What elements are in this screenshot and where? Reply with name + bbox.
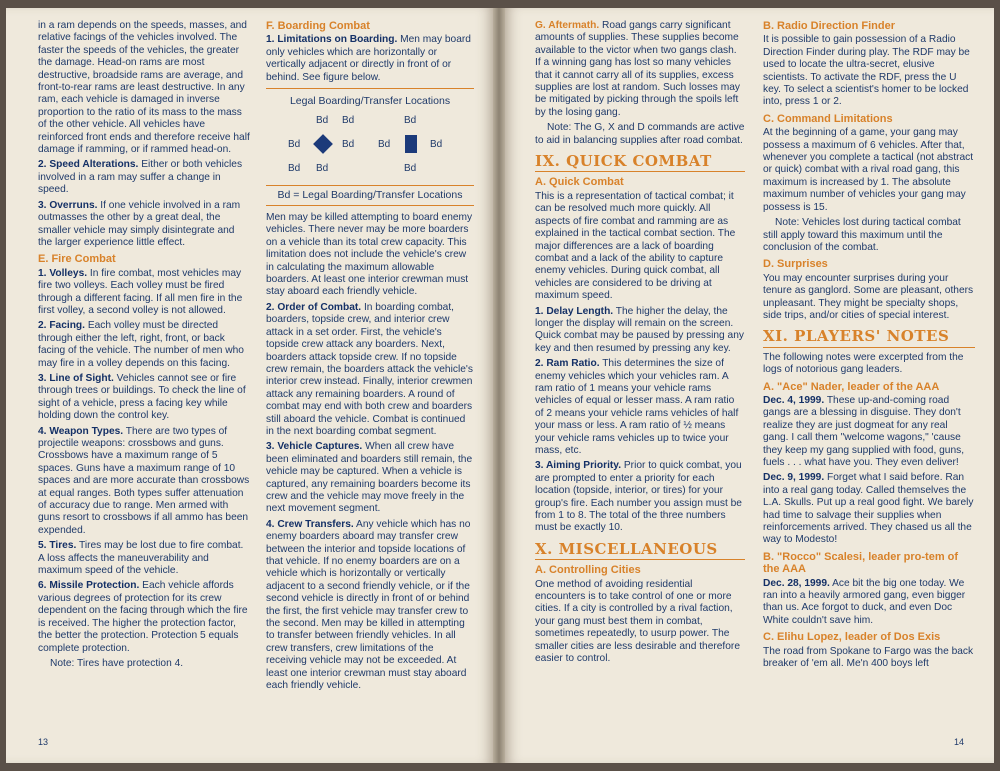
bd-label: Bd: [378, 139, 391, 151]
crew-transfers: 4. Crew Transfers. Any vehicle which has no enemy boarders aboard may transfer crew between the interior and topside locations of that vehicle. If no enemy boarders are on a vehicle which is horizontally or vertically adjacent to a second friendly vehicle, or if the second vehicle is directly in front of or behind the first, the first vehicle may transfer crew to the second. Men may be killed in attempting to transfer between friendly vehicles. In all crew transfers, crew limitations of the receiving vehicle may not be exceeded. At least one interior crewman must stay aboard each friendly vehicle.: [266, 518, 471, 692]
delay-length: 1. Delay Length. The higher the delay, the longer the display will remain on the screen. Quick combat may be paused by pressing any key and then resumed by pressing any key.: [535, 305, 744, 354]
bd-label: Bd: [342, 115, 355, 127]
weapon-types: 4. Weapon Types. There are two types of projectile weapons: crossbows and guns. Crossbows have a maximum range of 5 spaces. Guns have a maximum range of 10 spaces and are more accurate than crossbows at equal ranges. Both types suffer attenuation of accuracy due to range. Men armed with guns resort to crossbows if all ammo has been expended.: [38, 425, 250, 536]
volleys: 1. Volleys. In fire combat, most vehicles may fire two volleys. Each volley must be fired through a different facing. If all men fire in the first volley, a second volley is not allowed.: [38, 267, 243, 316]
figure-legend: Bd = Legal Boarding/Transfer Locations: [266, 185, 474, 201]
command-limitations-heading: C. Command Limitations: [763, 112, 893, 125]
aftermath: G. Aftermath. Road gangs carry significant amounts of supplies. These supplies become available to the victor when two gangs clash. If a winning gang has lost so many vehicles that it cannot carry all of its supplies, excess supplies are lost at random. Such losses may be mitigated by picking through the spoils left by the losing gang.: [535, 20, 740, 118]
limitations-on-boarding: 1. Limitations on Boarding. Men may board only vehicles which are horizontally or vertically adjacent or directly in front of or behind. See figure below.: [266, 34, 471, 83]
book-gutter: [493, 8, 505, 763]
right-page: [505, 8, 994, 763]
rdf-heading: B. Radio Direction Finder: [763, 20, 896, 32]
overruns: 3. Overruns. If one vehicle involved in a ram outmasses the other by a great deal, the smaller vehicle may simply disintegrate and the larger experience little effect.: [38, 199, 241, 248]
command-limitations-text: At the beginning of a game, your gang may possess a maximum of 6 vehicles. After that, whenever you complete a tactical (not abstract or quick) combat with a rival road gang, this maximum is increased by 1. The absolute maximum number of vehicles your gang may possess is 15.: [763, 127, 974, 213]
line-of-sight: 3. Line of Sight. Vehicles cannot see or fire through trees or buildings. To check the line of sight of a vehicle, press a facing key while holding down the control key.: [38, 372, 246, 422]
quick-combat-subheading: A. Quick Combat: [535, 176, 624, 189]
vehicle-captures: 3. Vehicle Captures. When all crew have been eliminated and boarders still remain, the vehicle may be captured. When a vehicle is captured, any remaining boarders become its crew and the vehicle may move freely in the next movement segment.: [266, 441, 473, 515]
page-number-left: 13: [38, 737, 49, 747]
controlling-cities-text: One method of avoiding residential encounters is to take control of one or more cities. If a city is controlled by a rival faction, your gang must best them in combat, sometimes repeatedly, to usurp power. The smaller cities are less desirable and therefore easier to control.: [535, 578, 740, 665]
nader-entry: Dec. 4, 1999. These up-and-coming road gangs are a blessing in disguise. They don't realize they are just dogmeat for any real gang. I call them "welcome wagons," 'cause they keep my gang supplied with food, guns, fuels . . . what have you. They even deliver!: [763, 394, 965, 468]
speed-alterations: 2. Speed Alterations. Either or both vehicles involved in a ram may suffer a change in speed.: [38, 159, 243, 196]
bd-label: Bd: [404, 163, 417, 175]
tires: 5. Tires. Tires may be lost due to fire combat. A loss affects the maneuverability and maximum speed of the vehicle.: [38, 540, 244, 577]
controlling-cities-heading: A. Controlling Cities: [535, 564, 641, 577]
missile-protection: 6. Missile Protection. Each vehicle affords various degrees of protection for its crew dependent on the facing through which the fire is received. The higher the protection factor, the better the protection. Protection 5 equals complete protection.: [38, 580, 248, 654]
bd-label: Bd: [288, 139, 301, 151]
order-of-combat: 2. Order of Combat. In boarding combat, boarders, topside crew, and interior crew attack in a set order. First, the vehicle's topside crew attack any boarders. Next, boarders attack topside crew. If no topside crew remain, the boarders attack the vehicle's interior crew instead. Finally, interior crewmen attack any remaining boarders. A round of combat may end with both crew and boarders still aboard the vehicle. Combat is continued in the next boarding combat segment.: [266, 301, 473, 437]
nader-entry: Dec. 9, 1999. Forget what I said before. Ran into a real gang today. Called themselves the L.A. Skulls. Put up a real good fight. We barely had time to salvage their supplies when reinforcements arrived. They chased us all the way to Modesto!: [763, 472, 974, 546]
right-col-2: [763, 20, 975, 674]
ram-ratio: 2. Ram Ratio. This determines the size of enemy vehicles which your vehicles ram. A ram ratio of 1 means your vehicle rams vehicles of equal or lesser mass. A ram ratio of 2 means your vehicle rams vehicles of half your mass or less. A ram ratio of ½ means your vehicle rams vehicles up to twice your mass, etc.: [535, 358, 739, 456]
left-col-1: [38, 20, 250, 673]
bd-label: Bd: [342, 139, 355, 151]
command-limitations-note: Note: Vehicles lost during tactical combat still apply toward this maximum until the conclusion of the combat.: [763, 217, 961, 253]
facing: 2. Facing. Each volley must be directed through either the left, right, front, or back facing of the vehicle. The number of men who may fire in a volley depends on this facing.: [38, 320, 244, 369]
surprises-heading: D. Surprises: [763, 258, 828, 271]
misc-heading: X. MISCELLANEOUS: [535, 543, 745, 560]
lopez-text: The road from Spokane to Fargo was the back breaker of 'em all. Me'n 400 boys left: [763, 645, 974, 670]
bd-label: Bd: [316, 115, 329, 127]
nader-heading: A. "Ace" Nader, leader of the AAA: [763, 380, 940, 393]
right-col-1: [535, 20, 745, 669]
scalesi-heading: B. "Rocco" Scalesi, leader pro-tem of the AAA: [763, 550, 959, 576]
lopez-heading: C. Elihu Lopez, leader of Dos Exis: [763, 631, 941, 644]
scalesi-entry: Dec. 28, 1999. Ace bit the big one today. We ran into a heavily armored gang, even bigger than us. Ace forgot to duck, and even Doc White couldn't save him.: [763, 577, 966, 626]
boarding-figure: [266, 88, 474, 206]
tires-note: Note: Tires have protection 4.: [50, 657, 184, 669]
bd-label: Bd: [316, 163, 329, 175]
page-number-right: 14: [953, 737, 964, 747]
aftermath-note: Note: The G, X and D commands are active to aid in balancing supplies after road combat.: [535, 122, 745, 146]
quick-combat-heading: IX. QUICK COMBAT: [535, 155, 745, 172]
players-notes-heading: XI. PLAYERS' NOTES: [763, 330, 975, 347]
surprises-text: You may encounter surprises during your tenure as ganglord. Some are pleasant, others unpleasant. They might be specialty shops, side trips, and/or cities of special interest.: [763, 272, 974, 321]
quick-combat-text: This is a representation of tactical combat; it can be resolved much more quickly. All aspects of fire combat and ramming are as explained in the tactical combat section. The major differences are a lack of boarding combat and a lack of the ability to capture enemy vehicles. During quick combat, all vehicles are considered to be driving at maximum speed.: [535, 190, 736, 302]
rdf-text: It is possible to gain possession of a Radio Direction Finder during play. The RDF may be used to locate the ultra-secret, elusive scientists. To activate the RDF, press the U key. To select a scientist's homer to be locked into, press 1 or 2.: [763, 34, 970, 108]
aiming-priority: 3. Aiming Priority. Prior to quick combat, you are prompted to enter a priority for each location (topside, interior, or tires) for your group's fire. Each number you assign must be from 1 to 8. The total of the three numbers must be exactly 10.: [535, 460, 742, 534]
figure-grid: [266, 115, 474, 185]
bd-label: Bd: [430, 139, 443, 151]
boarding-heading: F. Boarding Combat: [266, 20, 370, 32]
bd-label: Bd: [404, 115, 417, 127]
diagonal-vehicle-icon: [313, 134, 333, 154]
ram-paragraph: in a ram depends on the speeds, masses, and relative facings of the vehicles involved. The faster the speeds of the vehicles, the greater the damage. Head-on rams are most destructive, broadside rams are average, and front-to-rear rams are least destructive. In any ram, each vehicle is damaged in inverse proportion to the ratio of its mass to the mass of the other vehicle. All vehicles have reinforced front ends and therefore receive half damage if ramming, or if rammed head-on.: [38, 20, 250, 156]
left-page: [6, 8, 493, 763]
left-col-2: [266, 20, 474, 695]
bd-label: Bd: [288, 163, 301, 175]
players-notes-intro: The following notes were excerpted from the logs of notorious gang leaders.: [763, 351, 964, 376]
fire-combat-heading: E. Fire Combat: [38, 253, 116, 266]
vertical-vehicle-icon: [405, 135, 417, 153]
figure-caption: Legal Boarding/Transfer Locations: [289, 95, 451, 108]
boarding-text: Men may be killed attempting to board enemy vehicles. There never may be more boarders on a vehicle than its total crew capacity. This limitation does not include the vehicle's crew in calculating the maximum allowable boarders. At least one interior crewman must stay aboard each friendly vehicle.: [266, 212, 473, 298]
